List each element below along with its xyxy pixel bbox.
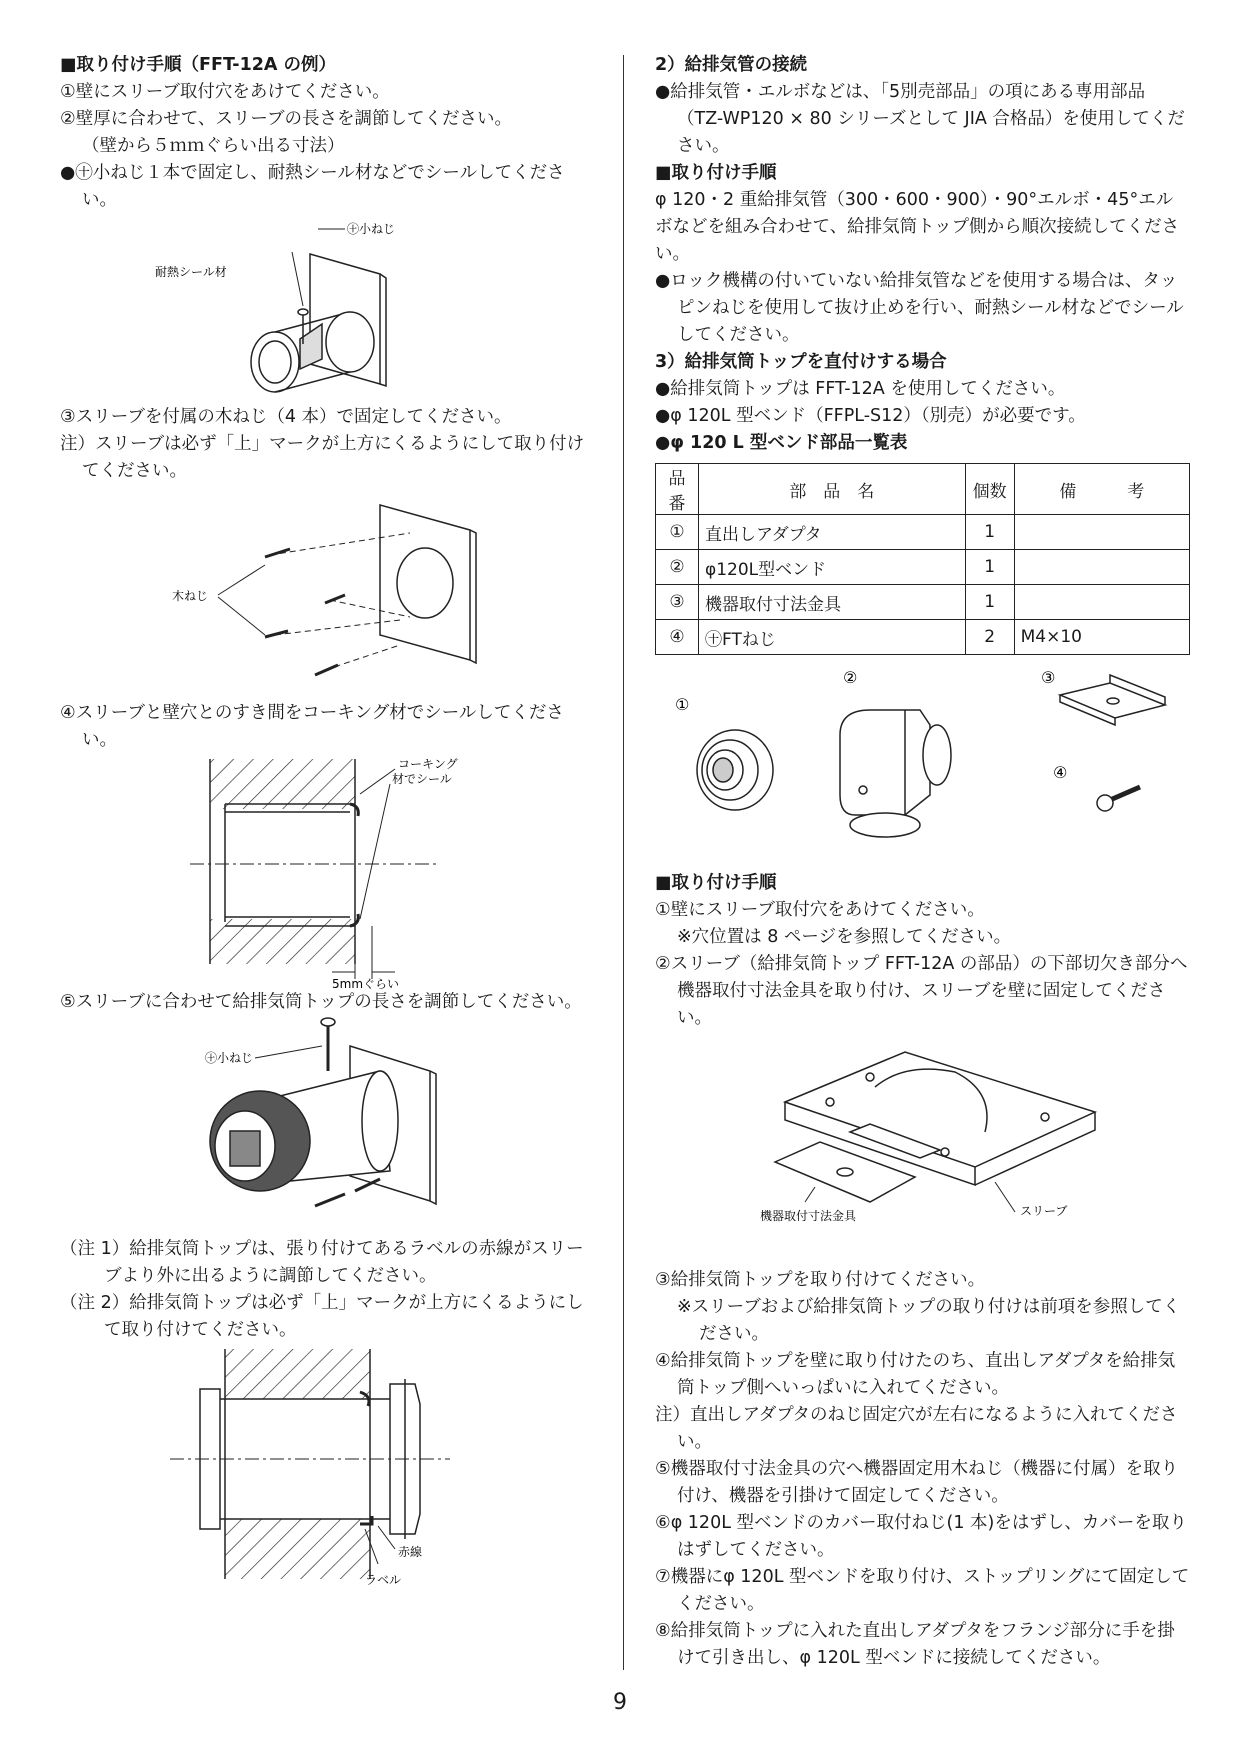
fig1-seal-label: 耐熱シール材 xyxy=(155,265,227,279)
page-number: 9 xyxy=(613,1690,627,1715)
cell: 直出しアダプタ xyxy=(699,515,966,550)
cell xyxy=(1014,515,1189,550)
sec2-p1: ●給排気管・エルボなどは、「5別売部品」の項にある専用部品（TZ-WP120 × 80 シリーズとして JIA 合格品）を使用してください。 xyxy=(655,82,1185,156)
cell xyxy=(1014,585,1189,620)
cell: 2 xyxy=(965,620,1014,655)
installed-section-figure xyxy=(60,1344,595,1589)
cell: ④ xyxy=(656,620,699,655)
r-step-3-note: ※スリーブおよび給排気筒トップの取り付けは前項を参照してください。 xyxy=(677,1297,1181,1344)
cell: ② xyxy=(656,550,699,585)
step-1: ①壁にスリーブ取付穴をあけてください。 xyxy=(60,82,390,102)
r-step-4-note: 注）直出しアダプタのねじ固定穴が左右になるように入れてください。 xyxy=(655,1405,1178,1452)
cell xyxy=(1014,550,1189,585)
sec4-heading: ■取り付け手順 xyxy=(655,873,777,893)
r-step-2: ②スリーブ（給排気筒トップ FFT-12A の部品）の下部切欠き部分へ機器取付寸法金具を取り付け、スリーブを壁に固定してください。 xyxy=(655,954,1188,1028)
step-3: ③スリーブを付属の木ねじ（4 本）で固定してください。 xyxy=(60,407,512,427)
sec3-title: 3）給排気筒トップを直付けする場合 xyxy=(655,352,947,372)
install-heading: ■取り付け手順（FFT-12A の例） xyxy=(60,55,337,75)
sec3-p1: ●給排気筒トップは FFT-12A を使用してください。 xyxy=(655,379,1066,399)
cell: ① xyxy=(656,515,699,550)
step-4: ④スリーブと壁穴とのすき間をコーキング材でシールしてください。 xyxy=(60,703,564,750)
table-title: ●φ 120 L 型ベンド部品一覧表 xyxy=(655,433,908,453)
fig3-caulk-label-1: コーキング xyxy=(398,757,458,771)
fig5-label-label: ラベル xyxy=(365,1573,402,1587)
parts-figure xyxy=(655,655,1190,870)
part-3-number: ③ xyxy=(1041,668,1056,687)
column-divider xyxy=(623,55,624,1670)
note-1: （注 1）給排気筒トップは、張り付けてあるラベルの赤線がスリーブより外に出るように調節してください。 xyxy=(60,1239,584,1286)
step-2-note: （壁から５ｍｍぐらい出る寸法） xyxy=(82,136,345,156)
table-row xyxy=(656,585,1190,620)
sec2-title: 2）給排気管の接続 xyxy=(655,55,808,75)
fig3-caulk-label-2: 材でシール xyxy=(392,772,452,786)
fig6-sleeve-label: スリーブ xyxy=(1020,1204,1068,1218)
step-2: ②壁厚に合わせて、スリーブの長さを調節してください。 xyxy=(60,109,512,129)
r-step-7: ⑦機器にφ 120L 型ベンドを取り付け、ストップリングにて固定してください。 xyxy=(655,1567,1190,1614)
cell: ㊉FTねじ xyxy=(699,620,966,655)
cell: M4×10 xyxy=(1014,620,1189,655)
note-2: （注 2）給排気筒トップは必ず「上」マークが上方にくるようにして取り付けてください。 xyxy=(60,1293,584,1340)
sec2-p3: ●ロック機構の付いていない給排気管などを使用する場合は、タッピンねじを使用して抜け止めを行い、耐熱シール材などでシールしてください。 xyxy=(655,271,1184,345)
th-qty: 個数 xyxy=(965,464,1014,515)
r-step-4: ④給排気筒トップを壁に取り付けたのち、直出しアダプタを給排気筒トップ側へいっぱいに入れてください。 xyxy=(655,1351,1176,1398)
table-row xyxy=(656,550,1190,585)
step-2-bullet: ●㊉小ねじ１本で固定し、耐熱シール材などでシールしてください。 xyxy=(60,163,565,210)
cell: 1 xyxy=(965,550,1014,585)
sleeve-screw-figure xyxy=(60,214,595,404)
part-2-number: ② xyxy=(843,668,858,687)
r-step-3: ③給排気筒トップを取り付けてください。 xyxy=(655,1270,986,1290)
sec2-p2: φ 120・2 重給排気管（300・600・900）・90°エルボ・45°エルボなどを組み合わせて、給排気筒トップ側から順次接続してください。 xyxy=(655,190,1180,264)
step-5: ⑤スリーブに合わせて給排気筒トップの長さを調節してください。 xyxy=(60,992,582,1012)
r-step-1: ①壁にスリーブ取付穴をあけてください。 xyxy=(655,900,985,920)
right-column xyxy=(655,52,1190,1672)
fig1-screw-label: ㊉小ねじ xyxy=(347,222,396,236)
r-step-8: ⑧給排気筒トップに入れた直出しアダプタをフランジ部分に手を掛けて引き出し、φ 120L 型ベンドに接続してください。 xyxy=(655,1621,1175,1668)
fig6-bracket-label: 機器取付寸法金具 xyxy=(760,1209,857,1223)
sec3-p2: ●φ 120L 型ベンド（FFPL-S12）（別売）が必要です。 xyxy=(655,406,1086,426)
part-1-number: ① xyxy=(675,695,690,714)
cell: 1 xyxy=(965,585,1014,620)
part-4-number: ④ xyxy=(1053,763,1068,782)
wood-screw-figure xyxy=(60,485,595,700)
left-column xyxy=(60,52,595,1589)
sec2-heading: ■取り付け手順 xyxy=(655,163,777,183)
r-step-1-note: ※穴位置は 8 ページを参照してください。 xyxy=(677,927,1012,947)
fig4-screw-label: ㊉小ねじ xyxy=(205,1051,254,1065)
step-3-note: 注）スリーブは必ず「上」マークが上方にくるようにして取り付けてください。 xyxy=(60,434,585,481)
table-row xyxy=(656,515,1190,550)
cell: ③ xyxy=(656,585,699,620)
fig2-wood-screw-label: 木ねじ xyxy=(172,589,209,603)
vent-top-figure xyxy=(60,1016,595,1236)
th-remarks: 備 考 xyxy=(1014,464,1189,515)
cell: φ120L型ベンド xyxy=(699,550,966,585)
r-step-5: ⑤機器取付寸法金具の穴へ機器固定用木ねじ（機器に付属）を取り付け、機器を引掛けて固定してください。 xyxy=(655,1459,1179,1506)
th-name: 部 品 名 xyxy=(699,464,966,515)
cell: 1 xyxy=(965,515,1014,550)
th-number: 品番 xyxy=(656,464,699,515)
parts-table xyxy=(655,463,1190,655)
bracket-sleeve-figure xyxy=(655,1032,1190,1267)
cell: 機器取付寸法金具 xyxy=(699,585,966,620)
table-row xyxy=(656,620,1190,655)
r-step-6: ⑥φ 120L 型ベンドのカバー取付ねじ(1 本)をはずし、カバーを取りはずしてください。 xyxy=(655,1513,1187,1560)
fig5-redline-label: 赤線 xyxy=(398,1545,423,1559)
table-header-row xyxy=(656,464,1190,515)
fig3-gap-label: 5mmぐらい xyxy=(332,977,400,989)
caulk-section-figure xyxy=(60,754,595,989)
